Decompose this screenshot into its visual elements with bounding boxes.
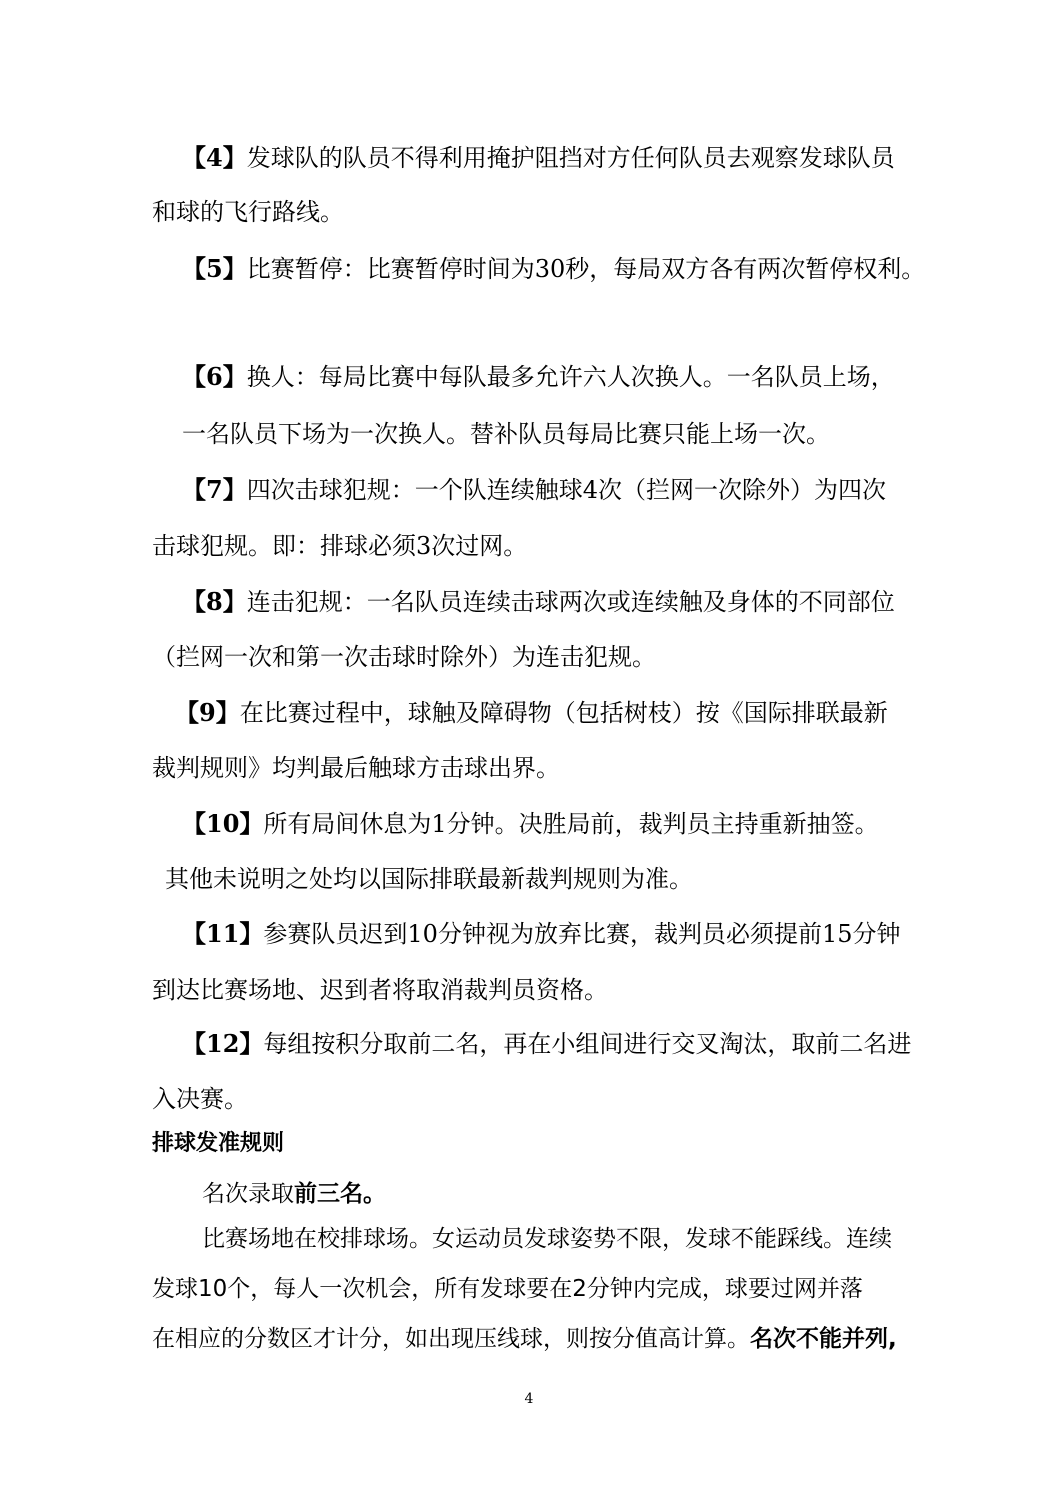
rule-8-text: 连击犯规：一名队员连续击球两次或连续触及身体的不同部位 bbox=[246, 588, 895, 616]
serve-para-line-3 bbox=[152, 1325, 897, 1353]
rule-12-line-1 bbox=[182, 1030, 911, 1058]
ranking-line bbox=[202, 1180, 386, 1208]
serve-para-line-3-bold: 名次不能并列, bbox=[750, 1326, 897, 1352]
rule-11-marker: 【11】 bbox=[182, 919, 264, 948]
page-number: 4 bbox=[524, 1391, 534, 1407]
serve-para-line-3-normal: 在相应的分数区才计分，如出现压线球，则按分值高计算。 bbox=[152, 1326, 750, 1352]
rule-6-marker: 【6】 bbox=[182, 362, 247, 391]
rule-8-marker: 【8】 bbox=[182, 587, 247, 616]
rule-4-marker: 【4】 bbox=[182, 143, 247, 172]
rule-4-line-1 bbox=[182, 144, 895, 172]
rule-8-line-2: （拦网一次和第一次击球时除外）为连击犯规。 bbox=[152, 643, 656, 671]
rule-7-marker: 【7】 bbox=[182, 475, 247, 504]
rule-6-text: 换人：每局比赛中每队最多允许六人次换人。一名队员上场， bbox=[246, 363, 895, 391]
rule-10-marker: 【10】 bbox=[182, 809, 264, 838]
section-heading: 排球发准规则 bbox=[152, 1131, 285, 1156]
ranking-bold: 前三名。 bbox=[294, 1181, 386, 1207]
rule-4-text: 发球队的队员不得利用掩护阻挡对方任何队员去观察发球队员 bbox=[246, 144, 895, 172]
rule-7-text: 四次击球犯规：一个队连续触球4次（拦网一次除外）为四次 bbox=[246, 476, 886, 504]
rule-12-marker: 【12】 bbox=[182, 1029, 264, 1058]
rule-11-line-2: 到达比赛场地、迟到者将取消裁判员资格。 bbox=[152, 976, 608, 1004]
rule-9-line-1 bbox=[175, 699, 888, 727]
rule-11-line-1 bbox=[182, 920, 900, 948]
rule-11-text: 参赛队员迟到10分钟视为放弃比赛，裁判员必须提前15分钟 bbox=[263, 920, 901, 948]
rule-10-line-1 bbox=[182, 810, 879, 838]
rule-9-marker: 【9】 bbox=[175, 698, 240, 727]
rule-12-line-2: 入决赛。 bbox=[152, 1085, 248, 1113]
ranking-prefix: 名次录取 bbox=[202, 1181, 294, 1207]
rule-10-line-2: 其他未说明之处均以国际排联最新裁判规则为准。 bbox=[165, 865, 693, 893]
rule-10-text: 所有局间休息为1分钟。决胜局前，裁判员主持重新抽签。 bbox=[263, 810, 879, 838]
serve-para-line-1: 比赛场地在校排球场。女运动员发球姿势不限，发球不能踩线。连续 bbox=[202, 1226, 892, 1252]
rule-4-line-2: 和球的飞行路线。 bbox=[152, 198, 344, 226]
rule-7-line-1 bbox=[182, 476, 886, 504]
rule-5-line-1 bbox=[182, 255, 925, 283]
rule-9-line-2: 裁判规则》均判最后触球方击球出界。 bbox=[152, 754, 560, 782]
rule-9-text: 在比赛过程中，球触及障碍物（包括树枝）按《国际排联最新 bbox=[239, 699, 888, 727]
rule-6-line-2: 一名队员下场为一次换人。替补队员每局比赛只能上场一次。 bbox=[182, 420, 830, 448]
rule-12-text: 每组按积分取前二名，再在小组间进行交叉淘汰，取前二名进 bbox=[263, 1030, 912, 1058]
rule-6-line-1 bbox=[182, 363, 895, 391]
rule-5-marker: 【5】 bbox=[182, 254, 247, 283]
rule-8-line-1 bbox=[182, 588, 895, 616]
serve-para-line-2: 发球10个，每人一次机会，所有发球要在2分钟内完成，球要过网并落 bbox=[152, 1276, 863, 1302]
rule-5-text: 比赛暂停：比赛暂停时间为30秒，每局双方各有两次暂停权利。 bbox=[246, 255, 926, 283]
rule-7-line-2: 击球犯规。即：排球必须3次过网。 bbox=[152, 532, 528, 560]
